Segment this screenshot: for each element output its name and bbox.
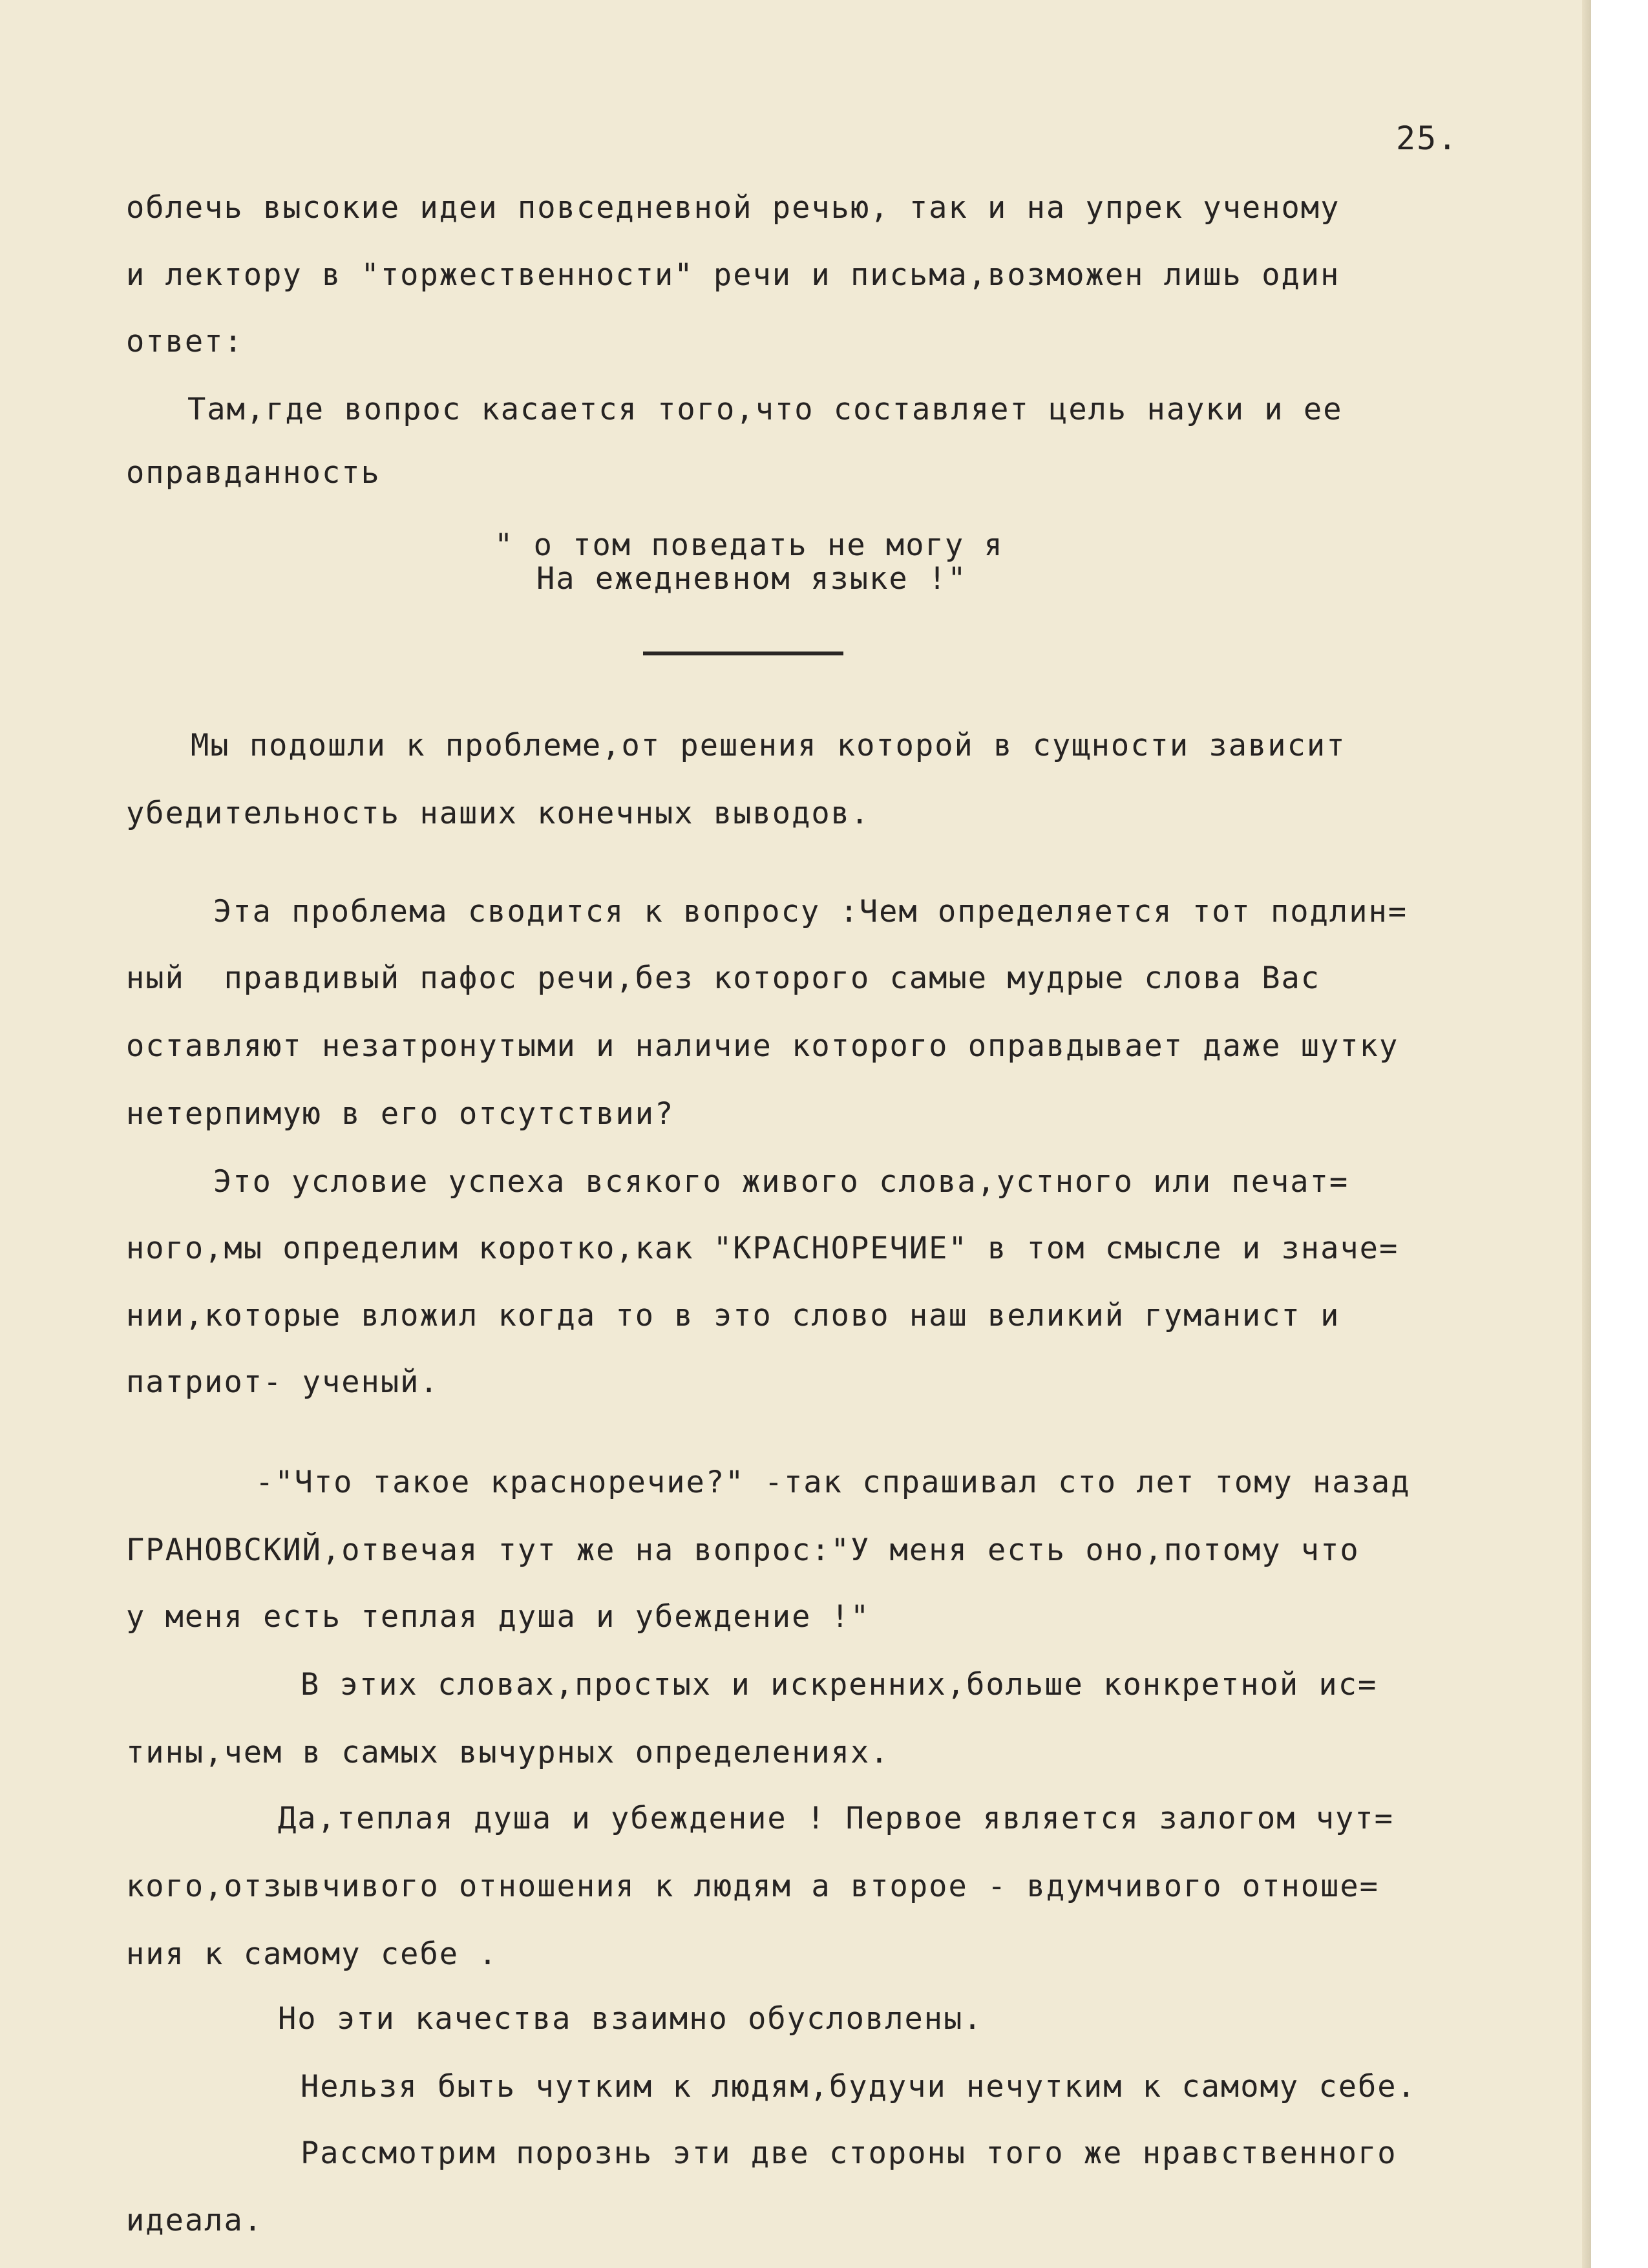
text-line: кого,отзывчивого отношения к людям а второе - вдумчивого отноше=	[126, 1869, 1379, 1904]
text-line: Это условие успеха всякого живого слова,устного или печат=	[213, 1164, 1349, 1200]
text-line: оставляют незатронутыми и наличие которого оправдывает даже шутку	[126, 1028, 1399, 1064]
text-line: Там,где вопрос касается того,что составляет цель науки и ее	[187, 392, 1343, 427]
text-line: у меня есть теплая душа и убеждение !"	[126, 1599, 871, 1635]
text-line: Рассмотрим порознь эти две стороны того же нравственного	[301, 2136, 1397, 2171]
text-line: тины,чем в самых вычурных определениях.	[126, 1735, 890, 1770]
text-line: и лектору в "торжественности" речи и письма,возможен лишь один	[126, 257, 1340, 293]
section-divider	[643, 652, 843, 655]
text-line: Но эти качества взаимно обусловлены.	[278, 2001, 983, 2037]
text-line: В этих словах,простых и искренних,больше конкретной ис=	[301, 1667, 1378, 1702]
text-line: Да,теплая душа и убеждение ! Первое является залогом чут=	[278, 1801, 1394, 1836]
text-line: ответ:	[126, 324, 244, 359]
text-line: патриот- ученый.	[126, 1364, 439, 1400]
text-line: ния к самому себе .	[126, 1936, 498, 1972]
text-line: нии,которые вложил когда то в это слово наш великий гуманист и	[126, 1298, 1340, 1333]
text-line: оправданность	[126, 455, 381, 491]
text-line: Нельзя быть чутким к людям,будучи нечутким к самому себе.	[301, 2069, 1417, 2104]
text-line: нетерпимую в его отсутствии?	[126, 1096, 675, 1132]
text-line: ного,мы определим коротко,как "КРАСНОРЕЧИЕ" в том смысле и значе=	[126, 1231, 1399, 1266]
quote-line: " о том поведать не могу я	[494, 527, 1004, 563]
page-number: 25.	[1396, 120, 1459, 157]
text-line: -"Что такое красноречие?" -так спрашивал сто лет тому назад	[255, 1465, 1411, 1500]
text-line: ГРАНОВСКИЙ,отвечая тут же на вопрос:"У меня есть оно,потому что	[126, 1532, 1360, 1568]
text-line: идеала.	[126, 2203, 264, 2238]
text-line: облечь высокие идеи повседневной речью, так и на упрек ученому	[126, 190, 1340, 226]
text-line: Эта проблема сводится к вопросу :Чем определяется тот подлин=	[213, 894, 1408, 929]
text-line: ный правдивый пафос речи,без которого самые мудрые слова Вас	[126, 960, 1321, 996]
text-line: Мы подошли к проблеме,от решения которой в сущности зависит	[191, 728, 1346, 763]
quote-line: На ежедневном языке !"	[536, 561, 967, 597]
text-line: убедительность наших конечных выводов.	[126, 796, 871, 831]
paper-edge	[1582, 0, 1591, 2268]
